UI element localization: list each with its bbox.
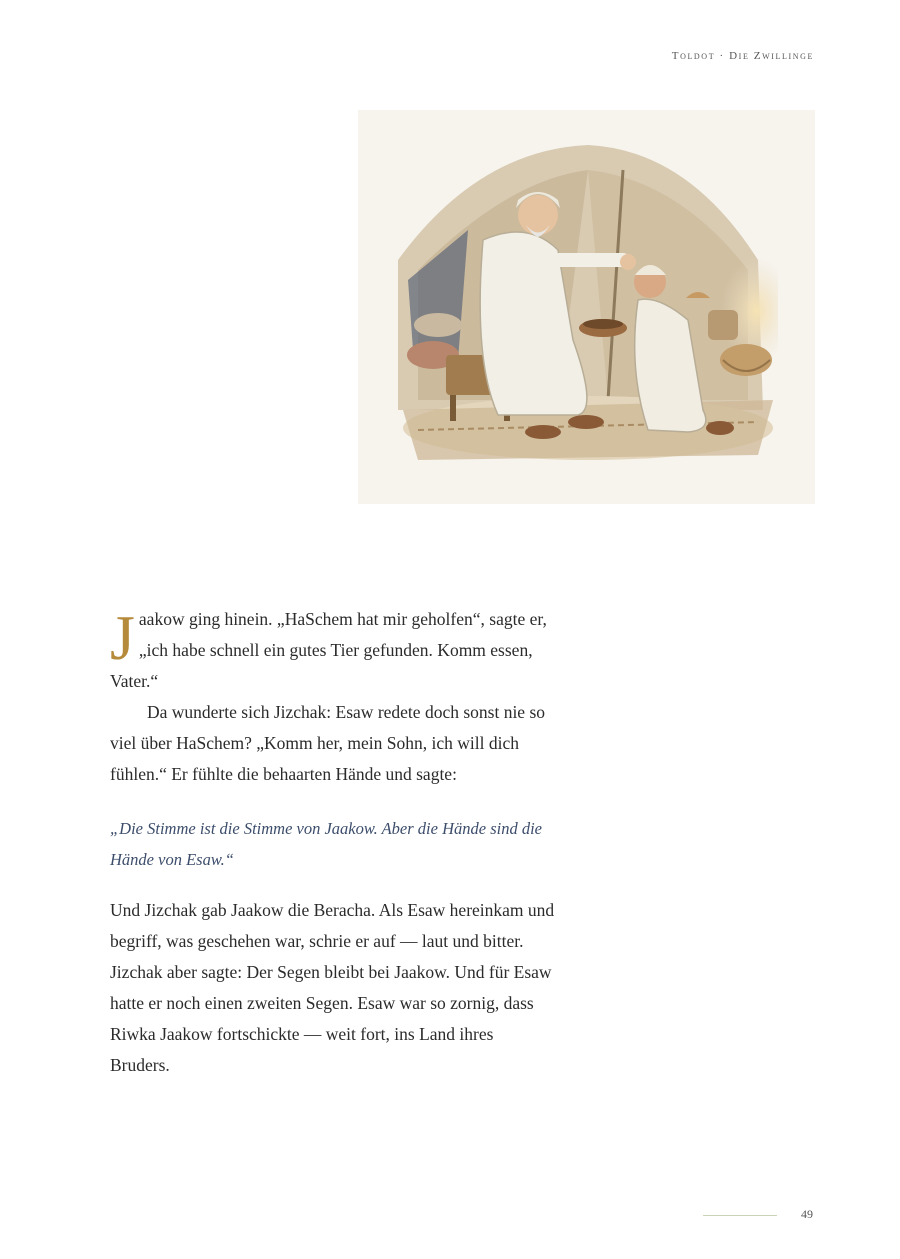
quote: „Die Stimme ist die Stimme von Jaakow. Aber die Hände sind die Hände von Esaw.“ <box>110 819 542 869</box>
paragraph-2: Da wunderte sich Jizchak: Esaw redete doch sonst nie so viel über HaSchem? „Komm her, mein Sohn, ich will dich fühlen.“ Er fühlte die behaarten Hände und sagte: <box>110 702 546 784</box>
body-text <box>110 604 555 1081</box>
tent-blessing-illustration <box>358 110 815 504</box>
running-header: Toldot · Die Zwillinge <box>671 50 814 62</box>
paragraph-1 <box>110 604 555 697</box>
drop-cap: J <box>110 602 135 673</box>
paragraph-1-text: aakow ging hinein. „HaSchem hat mir geholfen“, sagte er, „ich habe schnell ein gutes Tier gefunden. Komm essen, Vater.“ <box>110 609 547 691</box>
illustration-image <box>358 110 815 504</box>
footer-rule <box>703 1215 777 1216</box>
paragraph-3: Und Jizchak gab Jaakow die Beracha. Als Esaw hereinkam und begriff, was geschehen war, schrie er auf — laut und bitter. Jizchak aber sagte: Der Segen bleibt bei Jaakow. Und für Esaw hatte er noch einen zweiten Segen. Esaw war so zornig, dass Riwka Jaakow fortschickte — weit fort, ins Land ihres Bruders. <box>110 900 555 1075</box>
page-number: 49 <box>801 1207 813 1221</box>
